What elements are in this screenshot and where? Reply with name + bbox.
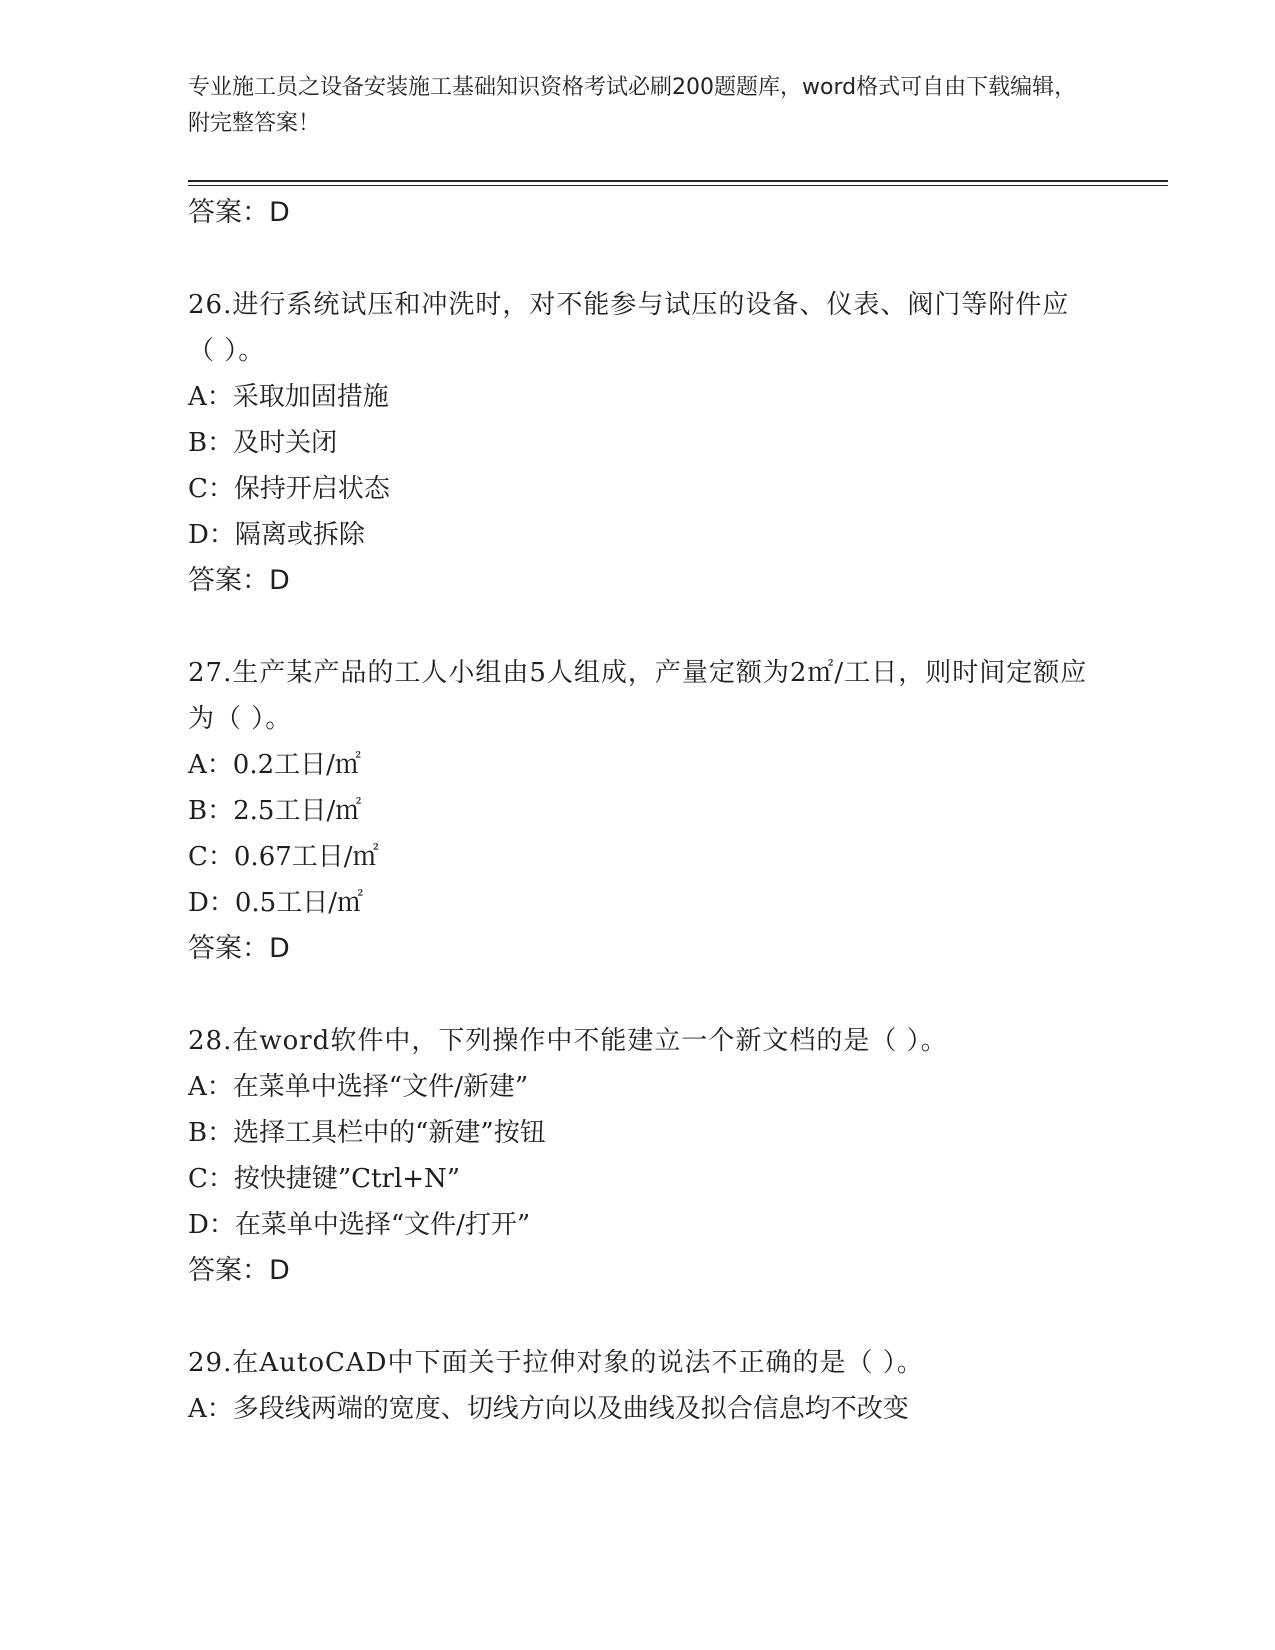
option-a: A：在菜单中选择“文件/新建”: [188, 1072, 529, 1102]
option-a: A：采取加固措施: [188, 382, 389, 412]
option-c: C：按快捷键”Ctrl+N”: [188, 1164, 461, 1194]
option-d: D：在菜单中选择“文件/打开”: [188, 1210, 531, 1240]
answer-label: 答案：D: [188, 565, 290, 596]
option-a: A：0.2工日/㎡: [188, 750, 361, 780]
question-29: [188, 1340, 1148, 1432]
option-a: A：多段线两端的宽度、切线方向以及曲线及拟合信息均不改变: [188, 1394, 909, 1424]
question-27: [188, 650, 1148, 972]
answer-label: 答案：D: [188, 197, 290, 228]
answer-label: 答案：D: [188, 933, 290, 964]
question-stem: 28.在word软件中，下列操作中不能建立一个新文档的是（ ）。: [188, 1026, 948, 1056]
option-b: B：及时关闭: [188, 428, 338, 458]
question-stem: 29.在AutoCAD中下面关于拉伸对象的说法不正确的是（ ）。: [188, 1348, 924, 1378]
question-stem: 27.生产某产品的工人小组由5人组成，产量定额为2㎡/工日，则时间定额应为（ ）。: [188, 658, 1088, 734]
question-28: [188, 1018, 1148, 1294]
option-d: D：隔离或拆除: [188, 520, 365, 550]
header-rule-thick: [188, 180, 1168, 182]
header-rule-thin: [188, 185, 1168, 186]
option-b: B：选择工具栏中的“新建”按钮: [188, 1118, 546, 1148]
question-26: [188, 282, 1148, 604]
option-c: C：0.67工日/㎡: [188, 842, 379, 872]
option-b: B：2.5工日/㎡: [188, 796, 362, 826]
question-list: [188, 190, 1148, 1432]
answer-label: 答案：D: [188, 1255, 290, 1286]
question-stem: 26.进行系统试压和冲洗时，对不能参与试压的设备、仪表、阀门等附件应（ ）。: [188, 290, 1070, 366]
option-c: C：保持开启状态: [188, 474, 390, 504]
document-header: 专业施工员之设备安装施工基础知识资格考试必刷200题题库，word格式可自由下载编辑，附完整答案！: [188, 75, 1077, 136]
option-d: D：0.5工日/㎡: [188, 888, 363, 918]
